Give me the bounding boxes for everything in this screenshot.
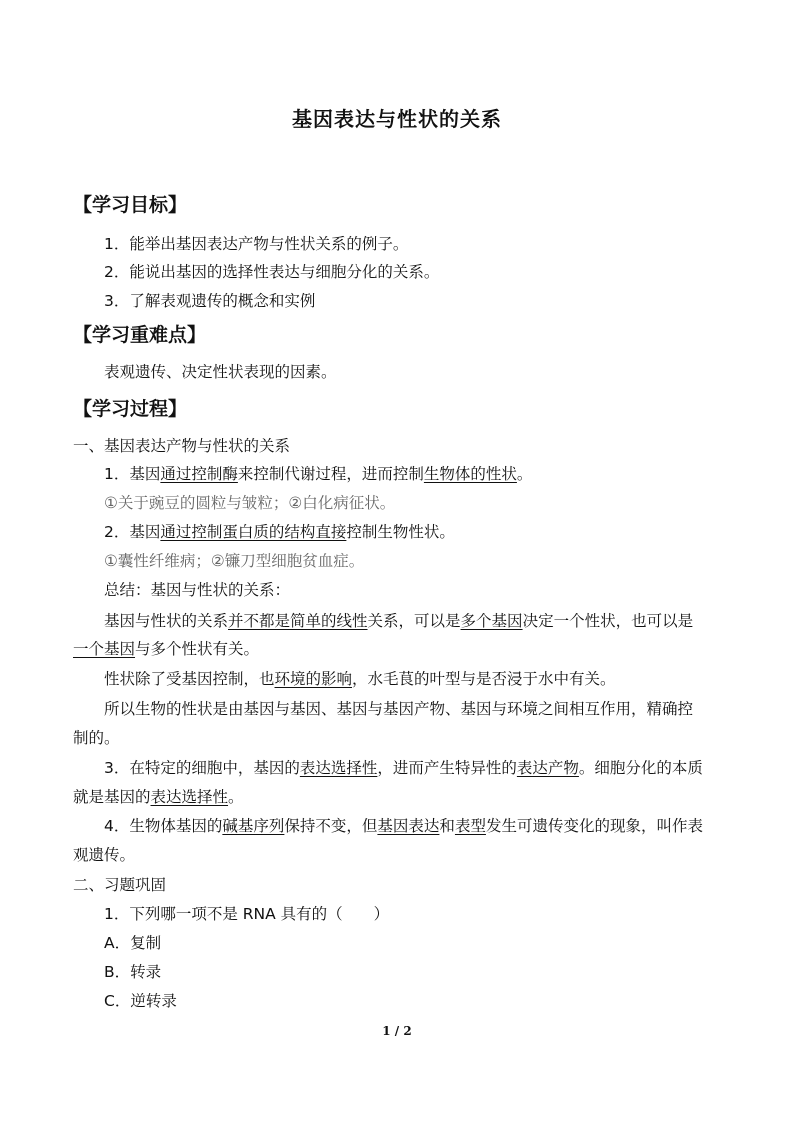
paragraph-2: 2．基因通过控制蛋白质的结构直接控制生物性状。 (104, 523, 455, 541)
summary-label: 总结：基因与性状的关系： (104, 581, 291, 599)
underlined-term: 碱基序列 (222, 817, 285, 835)
underlined-term: 表达选择性 (150, 788, 229, 806)
section-key-points: 【学习重难点】 (73, 324, 207, 346)
underlined-term: 基因表达 (377, 817, 440, 835)
paragraph-5: 所以生物的性状是由基因与基因、基因与基因产物、基因与环境之间相互作用，精确控 (104, 700, 694, 718)
underlined-term: 生物体的性状 (423, 465, 517, 483)
part1-heading: 一、基因表达产物与性状的关系 (73, 437, 291, 455)
page-number: 1 / 2 (382, 1024, 412, 1038)
paragraph-3-continued: 一个基因与多个性状有关。 (73, 640, 260, 658)
paragraph-4: 性状除了受基因控制，也环境的影响，水毛茛的叶型与是否浸于水中有关。 (104, 670, 616, 688)
underlined-term: 表达选择性 (299, 759, 378, 777)
goal-item: 3．了解表观遗传的概念和实例 (104, 292, 316, 310)
section-learning-process: 【学习过程】 (73, 398, 188, 420)
goal-item: 2．能说出基因的选择性表达与细胞分化的关系。 (104, 263, 440, 281)
option-b: B．转录 (104, 963, 162, 981)
underlined-term: 环境的影响 (274, 670, 353, 688)
paragraph-3: 基因与性状的关系并不都是简单的线性关系，可以是多个基因决定一个性状，也可以是 (104, 612, 694, 630)
paragraph-6: 3．在特定的细胞中，基因的表达选择性，进而产生特异性的表达产物。细胞分化的本质 (104, 759, 703, 777)
key-points-text: 表观遗传、决定性状表现的因素。 (104, 363, 337, 381)
underlined-term: 通过控制酶 (160, 465, 238, 483)
section-learning-goals: 【学习目标】 (73, 194, 188, 216)
goal-item: 1．能举出基因表达产物与性状关系的例子。 (104, 235, 409, 253)
paragraph-1: 1．基因通过控制酶来控制代谢过程，进而控制生物体的性状。 (104, 465, 533, 483)
underlined-term: 表达产物 (516, 759, 579, 777)
example-1: ①关于豌豆的圆粒与皱粒；②白化病征状。 (104, 494, 396, 512)
underlined-term: 并不都是简单的线性 (228, 612, 368, 630)
paragraph-7: 4．生物体基因的碱基序列保持不变，但基因表达和表型发生可遗传变化的现象，叫作表 (104, 817, 703, 835)
option-c: C．逆转录 (104, 992, 177, 1010)
example-2: ①囊性纤维病；②镰刀型细胞贫血症。 (104, 552, 365, 570)
underlined-term: 表型 (454, 817, 486, 835)
paragraph-7-continued: 观遗传。 (73, 846, 136, 864)
page-title: 基因表达与性状的关系 (292, 107, 502, 131)
option-a: A．复制 (104, 934, 162, 952)
paragraph-5-continued: 制的。 (73, 729, 120, 747)
underlined-term: 通过控制蛋白质的结构直接 (160, 523, 347, 541)
part2-heading: 二、习题巩固 (73, 876, 167, 894)
underlined-term: 一个基因 (73, 640, 136, 658)
paragraph-6-continued: 就是基因的表达选择性。 (73, 788, 244, 806)
underlined-term: 多个基因 (460, 612, 523, 630)
question-1: 1．下列哪一项不是 RNA 具有的（ ） (104, 905, 390, 923)
